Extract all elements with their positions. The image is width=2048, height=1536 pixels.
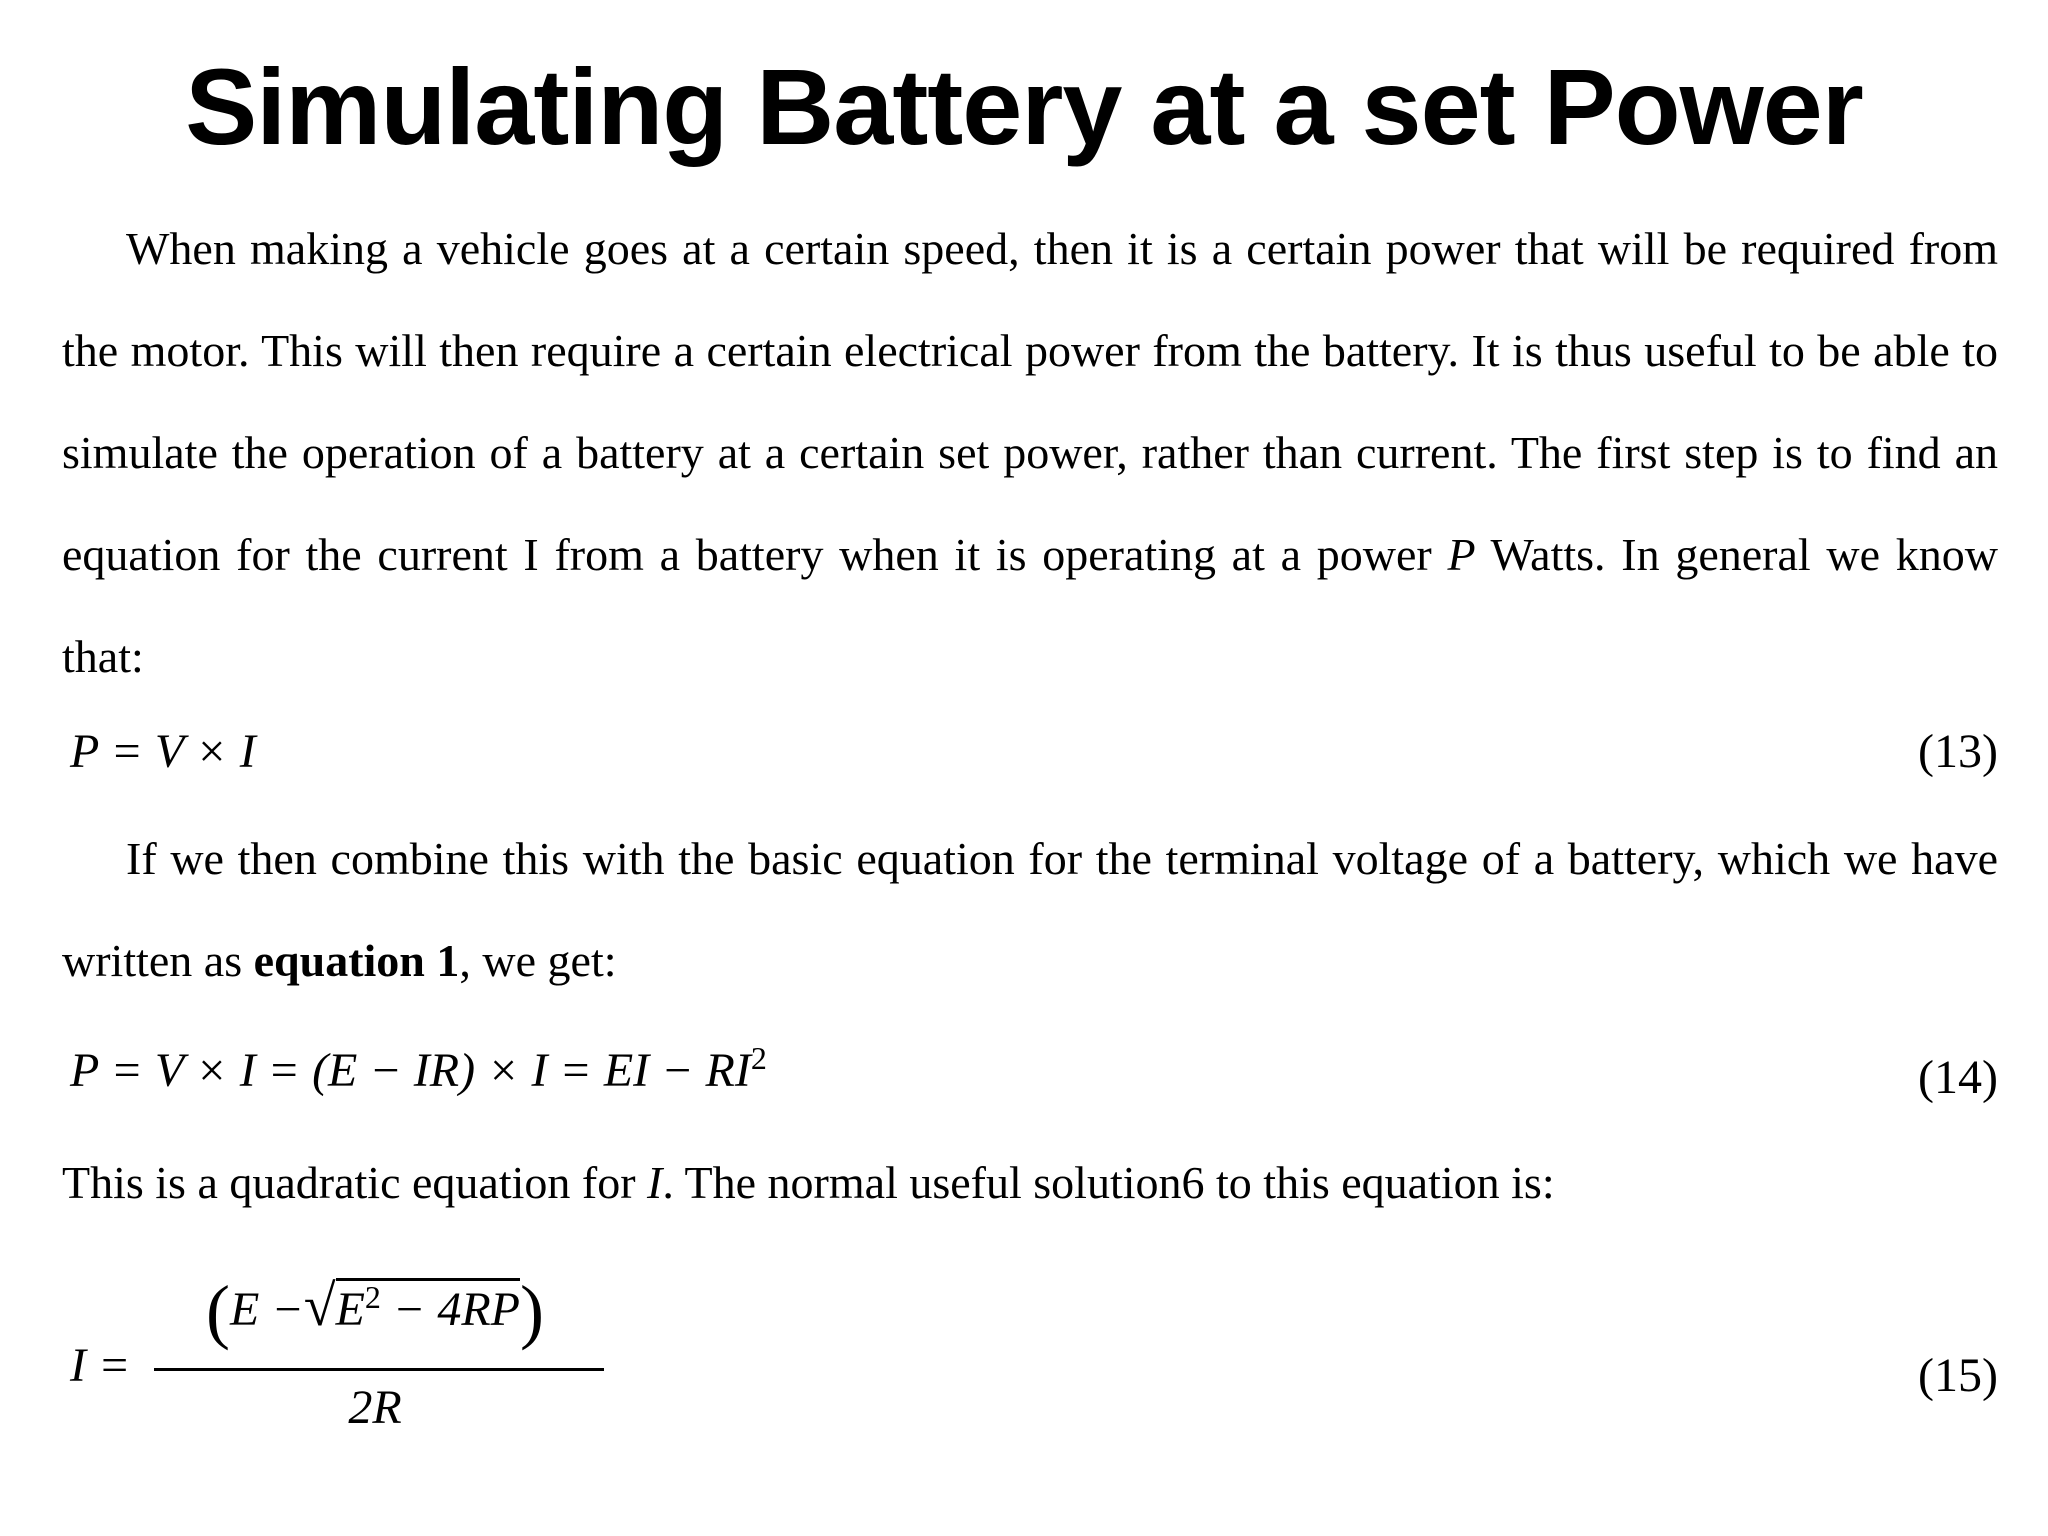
- paragraph-quadratic-text-a: This is a quadratic equation for: [62, 1157, 648, 1208]
- paragraph-intro-text-b: Watts. In general we know that:: [62, 529, 1998, 682]
- paragraph-combine-text-b: , we get:: [459, 935, 617, 986]
- equation-14-text: P = V × I = (E − IR) × I = EI − RI: [70, 1044, 751, 1097]
- radicand: [336, 1278, 520, 1336]
- open-paren: (: [206, 1271, 231, 1351]
- radicand-exponent: 2: [364, 1279, 381, 1315]
- equation-14-number: (14): [1918, 1051, 1998, 1104]
- fraction-bar: [154, 1368, 604, 1371]
- slide-title: Simulating Battery at a set Power: [185, 46, 1863, 167]
- sqrt-icon: √: [303, 1273, 336, 1338]
- equation-15-numerator: [150, 1270, 600, 1353]
- equation-13: P = V × I: [70, 725, 256, 778]
- equation-15-denominator: 2R: [348, 1381, 402, 1434]
- radicand-base: E: [335, 1283, 365, 1336]
- close-paren: ): [519, 1271, 544, 1351]
- paragraph-quadratic-text-b: . The normal useful solution6 to this equation is:: [662, 1157, 1555, 1208]
- equation-14: [70, 1040, 767, 1098]
- equation-15-number: (15): [1918, 1349, 1998, 1402]
- numerator-term: E −: [230, 1283, 304, 1336]
- paragraph-combine: [62, 808, 1998, 1012]
- paragraph-quadratic: [62, 1132, 1998, 1234]
- paragraph-intro-text-a: When making a vehicle goes at a certain speed, then it is a certain power that will be required from the motor. This will then require a certain electrical power from the battery. It is thus useful to be able to simulate the operation of a battery at a certain set power, rather than current. The first step is to find an equation for the current I from a battery when it is operating at a power: [62, 223, 1998, 580]
- equation-reference: equation 1: [253, 935, 460, 986]
- power-variable: P: [1447, 529, 1476, 580]
- paragraph-intro: [62, 198, 1998, 708]
- radicand-rest: − 4RP: [380, 1283, 520, 1336]
- paragraph-combine-text-a: If we then combine this with the basic equation for the terminal voltage of a battery, which we have written as: [62, 833, 1998, 986]
- equation-14-exponent: 2: [750, 1040, 767, 1076]
- equation-15-lhs: I =: [70, 1339, 131, 1392]
- current-variable: I: [647, 1157, 663, 1208]
- equation-15: [70, 1270, 570, 1460]
- equation-13-number: (13): [1918, 725, 1998, 778]
